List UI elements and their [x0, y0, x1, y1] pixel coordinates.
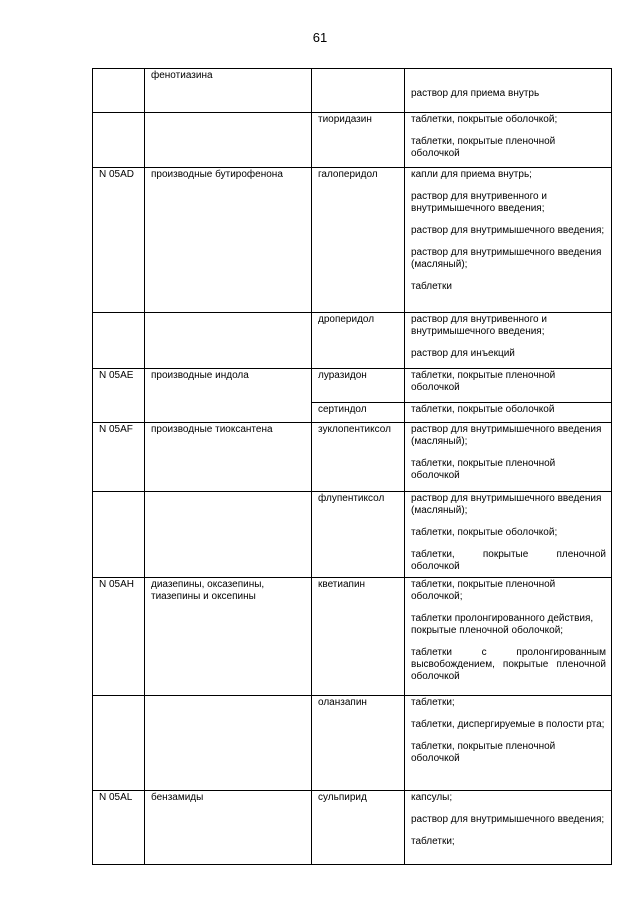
dosage-form: таблетки, покрытые пленочной оболочкой: [411, 458, 556, 481]
atc-code: N 05AE: [93, 369, 145, 423]
dosage-forms: [405, 423, 612, 492]
dosage-form: таблетки с пролонгированным высвобождением, покрытые пленочной оболочкой: [411, 647, 606, 682]
drug-table: [92, 68, 612, 865]
drug-name: дроперидол: [312, 313, 405, 369]
dosage-form: раствор для внутримышечного введения (масляный);: [411, 493, 602, 516]
dosage-form: таблетки, покрытые оболочкой;: [411, 527, 558, 538]
drug-name: [312, 69, 405, 113]
atc-code: N 05AD: [93, 168, 145, 313]
dosage-forms: [405, 69, 612, 113]
group-name: бензамиды: [145, 791, 312, 865]
atc-code: [93, 113, 145, 168]
dosage-form: раствор для внутримышечного введения (масляный);: [411, 424, 602, 447]
group-name: [145, 313, 312, 369]
dosage-form: таблетки пролонгированного действия, покрытые пленочной оболочкой;: [411, 613, 594, 636]
dosage-forms: [405, 113, 612, 168]
dosage-form: таблетки, покрытые пленочной оболочкой;: [411, 579, 556, 602]
dosage-form: раствор для внутривенного и внутримышечного введения;: [411, 191, 547, 214]
table-row: [93, 423, 612, 492]
dosage-form: таблетки, покрытые пленочной оболочкой: [411, 370, 556, 393]
atc-code: [93, 696, 145, 791]
table-row: [93, 313, 612, 369]
dosage-form: раствор для внутривенного и внутримышечного введения;: [411, 314, 547, 337]
dosage-form: таблетки, покрытые оболочкой;: [411, 114, 558, 125]
dosage-form: таблетки, покрытые пленочной оболочкой: [411, 741, 556, 764]
group-name: диазепины, оксазепины, тиазепины и оксепины: [145, 578, 312, 696]
dosage-forms: [405, 791, 612, 865]
dosage-form: таблетки, покрытые оболочкой: [411, 404, 555, 415]
atc-code: [93, 492, 145, 578]
group-name: фенотиазина: [145, 69, 312, 113]
drug-name: галоперидол: [312, 168, 405, 313]
dosage-forms: [405, 313, 612, 369]
atc-code: N 05AF: [93, 423, 145, 492]
dosage-form: раствор для внутримышечного введения;: [411, 814, 605, 825]
dosage-forms: [405, 492, 612, 578]
group-name: [145, 696, 312, 791]
atc-code: N 05AH: [93, 578, 145, 696]
table-row: [93, 578, 612, 696]
drug-name: тиоридазин: [312, 113, 405, 168]
group-name: [145, 492, 312, 578]
dosage-form: раствор для приема внутрь: [411, 88, 540, 99]
dosage-forms: [405, 168, 612, 313]
table-row: [93, 168, 612, 313]
table-row: [93, 113, 612, 168]
dosage-form: таблетки;: [411, 697, 455, 708]
atc-code: N 05AL: [93, 791, 145, 865]
page-number: 61: [312, 30, 328, 45]
atc-code: [93, 69, 145, 113]
table-row: [93, 69, 612, 113]
group-name: производные тиоксантена: [145, 423, 312, 492]
drug-name: оланзапин: [312, 696, 405, 791]
dosage-form: таблетки: [411, 281, 452, 292]
dosage-form: таблетки, диспергируемые в полости рта;: [411, 719, 605, 730]
dosage-forms: [405, 403, 612, 423]
drug-name: сертиндол: [312, 403, 405, 423]
atc-code: [93, 313, 145, 369]
drug-name: луразидон: [312, 369, 405, 403]
dosage-form: таблетки, покрытые пленочной оболочкой: [411, 549, 606, 572]
group-name: производные индола: [145, 369, 312, 423]
dosage-form: капли для приема внутрь;: [411, 169, 532, 180]
table-row: [93, 492, 612, 578]
table-row: [93, 696, 612, 791]
dosage-form: раствор для внутримышечного введения;: [411, 225, 605, 236]
dosage-form: таблетки, покрытые пленочной оболочкой: [411, 136, 556, 159]
dosage-form: таблетки;: [411, 836, 455, 847]
group-name: [145, 113, 312, 168]
dosage-form: капсулы;: [411, 792, 453, 803]
drug-name: флупентиксол: [312, 492, 405, 578]
drug-name: кветиапин: [312, 578, 405, 696]
dosage-form: раствор для инъекций: [411, 348, 515, 359]
dosage-forms: [405, 696, 612, 791]
drug-name: сульпирид: [312, 791, 405, 865]
group-name: производные бутирофенона: [145, 168, 312, 313]
table-row: [93, 791, 612, 865]
dosage-forms: [405, 578, 612, 696]
dosage-forms: [405, 369, 612, 403]
dosage-form: раствор для внутримышечного введения (масляный);: [411, 247, 602, 270]
drug-name: зуклопентиксол: [312, 423, 405, 492]
table-row: [93, 369, 612, 403]
